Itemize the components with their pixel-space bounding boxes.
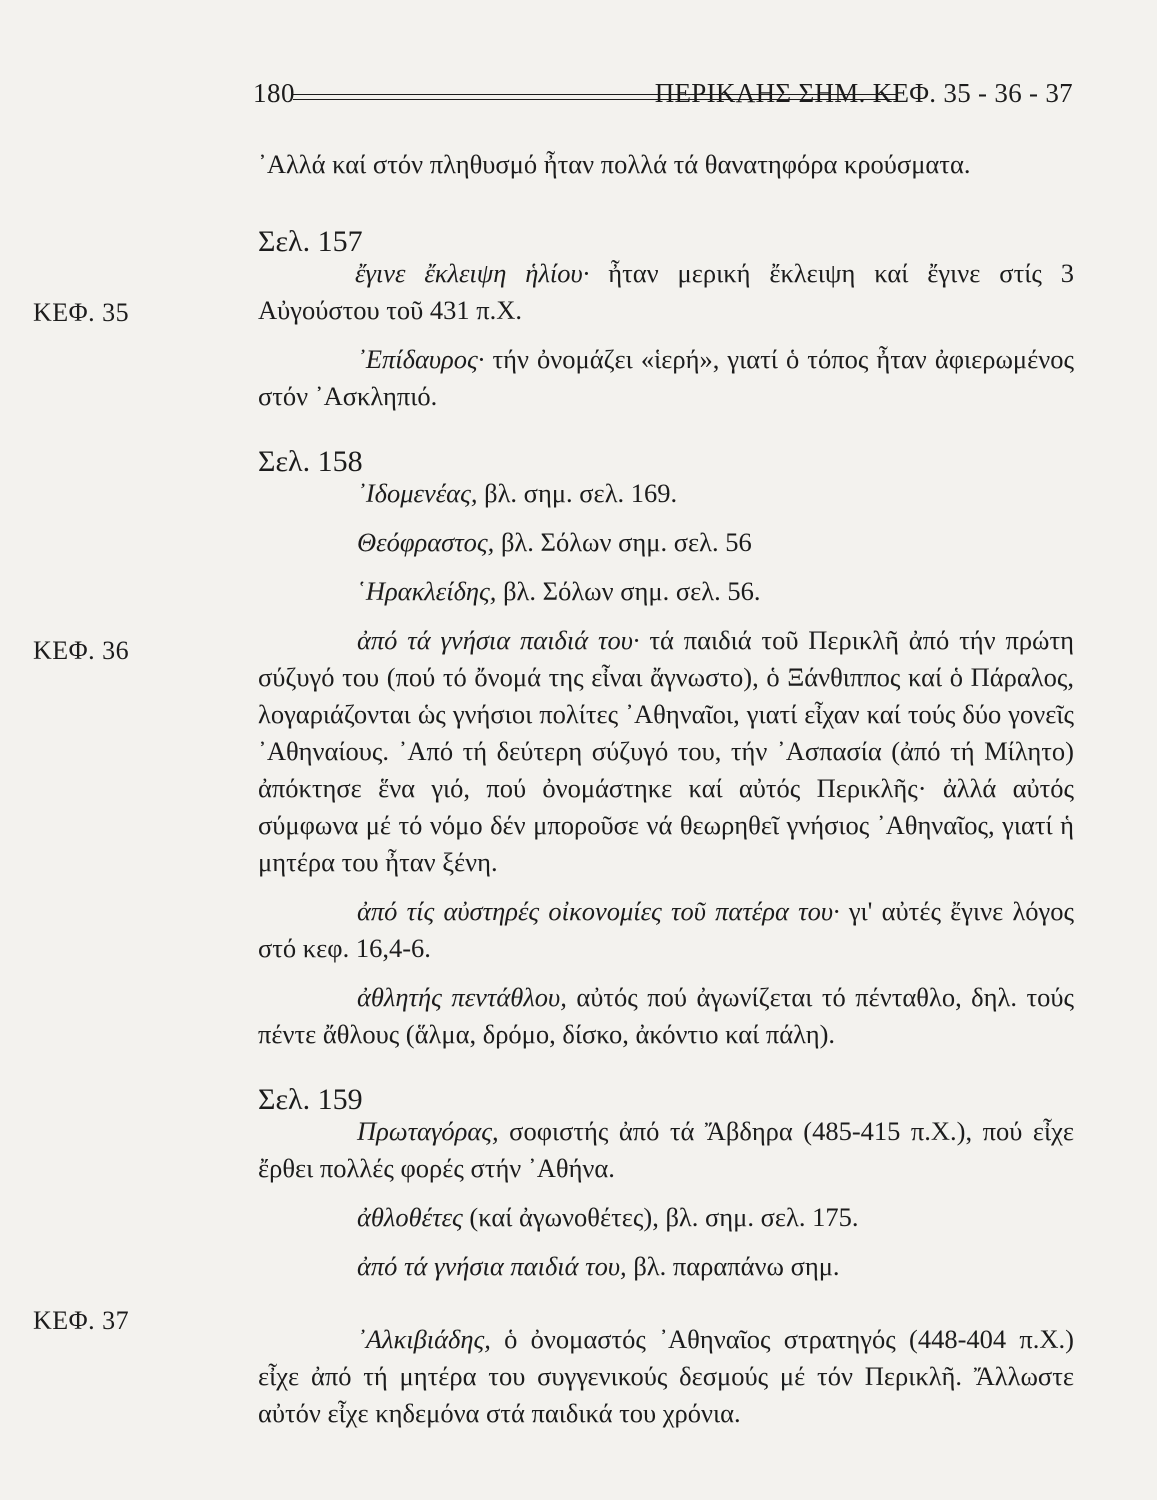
note-lemma: ᾿Αλκιβιάδης, <box>357 1324 491 1354</box>
note-text: βλ. σημ. σελ. 169. <box>477 478 678 508</box>
note-text: τά παιδιά τοῦ Περικλῆ ἀπό τήν πρώτη σύζυγό του (πού τό ὄνομά της εἶναι ἄγνωστο), ὁ Ξάνθιππος καί ὁ Πάραλος, λογαριάζονται ὡς γνήσιοι πολίτες ᾿Αθηναῖοι, γιατί εἶχαν καί τούς δύο γονεῖς ᾿Αθηναίους. ᾿Από τή δεύτερη σύζυγό του, τήν ᾿Ασπασία (ἀπό τή Μίλητο) ἀπόκτησε ἕνα γιό, πού ὀνομάστηκε καί αὐτός Περικλῆς· ἀλλά αὐτός σύμφωνα μέ τό νόμο δέν μποροῦσε νά θεωρηθεῖ γνήσιος ᾿Αθηναῖος, γιατί ἡ μητέρα του ἦταν ξένη. <box>258 625 1075 877</box>
note-lemma: ἀθλοθέτες <box>357 1202 463 1232</box>
note-text: βλ. Σόλων σημ. σελ. 56. <box>496 576 761 606</box>
margin-label-ch36: ΚΕΦ. 36 <box>33 636 130 665</box>
margin-label-ch35: ΚΕΦ. 35 <box>33 298 130 327</box>
note-lemma: Πρωταγόρας, <box>357 1116 499 1146</box>
section-heading: Σελ. 157 <box>258 225 363 258</box>
note-entry <box>258 1321 1074 1432</box>
note-entry <box>258 1199 1074 1236</box>
note-text: σοφιστής ἀπό τά Ἄβδηρα (485-415 π.Χ.), πού εἶχε ἔρθει πολλές φορές στήν ᾿Αθήνα. <box>258 1116 1074 1183</box>
note-entry <box>258 255 1074 329</box>
note-lemma: ἔγινε ἔκλειψη ἡλίου· <box>355 258 590 288</box>
note-text: βλ. Σόλων σημ. σελ. 56 <box>494 527 752 557</box>
note-text: τήν ὀνομάζει «ἱερή», γιατί ὁ τόπος ἦταν ἀφιερωμένος στόν ᾿Ασκληπιό. <box>258 344 1074 411</box>
note-text: ἦταν μερική ἔκλειψη καί ἔγινε στίς 3 Αὐγούστου τοῦ 431 π.Χ. <box>258 258 1074 325</box>
note-lemma: ᾿Επίδαυρος· <box>357 344 485 374</box>
intro-paragraph: ᾿Αλλά καί στόν πληθυσμό ἦταν πολλά τά θανατηφόρα κρούσματα. <box>258 149 971 179</box>
note-entry <box>258 622 1074 881</box>
section-heading: Σελ. 158 <box>258 445 363 478</box>
note-lemma: ἀπό τά γνήσια παιδιά του, <box>357 1251 627 1281</box>
note-text: βλ. παραπάνω σημ. <box>626 1251 840 1281</box>
note-lemma: ῾Ηρακλείδης, <box>357 576 497 606</box>
page-number: 180 <box>253 78 295 108</box>
running-title: ΠΕΡΙΚΛΗΣ ΣΗΜ. ΚΕΦ. 35 - 36 - 37 <box>654 78 1073 108</box>
note-text: γι' αὐτές ἔγινε λόγος στό κεφ. 16,4-6. <box>258 896 1074 963</box>
note-lemma: ἀπό τά γνήσια παιδιά του· <box>357 625 640 655</box>
note-entry <box>258 893 1074 967</box>
note-entry <box>258 341 1074 415</box>
note-text: (καί ἀγωνοθέτες), βλ. σημ. σελ. 175. <box>462 1202 859 1232</box>
note-lemma: Θεόφραστος, <box>357 527 495 557</box>
note-lemma: ἀθλητής πεντάθλου, <box>357 982 567 1012</box>
note-entry <box>258 979 1074 1053</box>
page-header <box>253 74 1073 114</box>
note-entry <box>258 524 1074 561</box>
note-text: αὐτός πού ἀγωνίζεται τό πένταθλο, δηλ. τούς πέντε ἄθλους (ἅλμα, δρόμο, δίσκο, ἀκόντιο καί πάλη). <box>258 982 1075 1049</box>
note-entry <box>258 1113 1074 1187</box>
note-lemma: ἀπό τίς αὐστηρές οἰκονομίες τοῦ πατέρα του· <box>357 896 840 926</box>
note-lemma: ᾿Ιδομενέας, <box>357 478 478 508</box>
note-text: ὁ ὀνομαστός ᾿Αθηναῖος στρατηγός (448-404 π.Χ.) εἶχε ἀπό τή μητέρα του συγγενικούς δεσμούς μέ τόν Περικλῆ. Ἄλλωστε αὐτόν εἶχε κηδεμόνα στά παιδικά του χρόνια. <box>258 1324 1074 1428</box>
note-entry <box>258 573 1074 610</box>
note-entry <box>258 1248 1074 1285</box>
margin-label-ch37: ΚΕΦ. 37 <box>33 1306 130 1335</box>
page-body <box>258 146 1074 1444</box>
note-entry <box>258 475 1074 512</box>
section-heading: Σελ. 159 <box>258 1083 363 1116</box>
